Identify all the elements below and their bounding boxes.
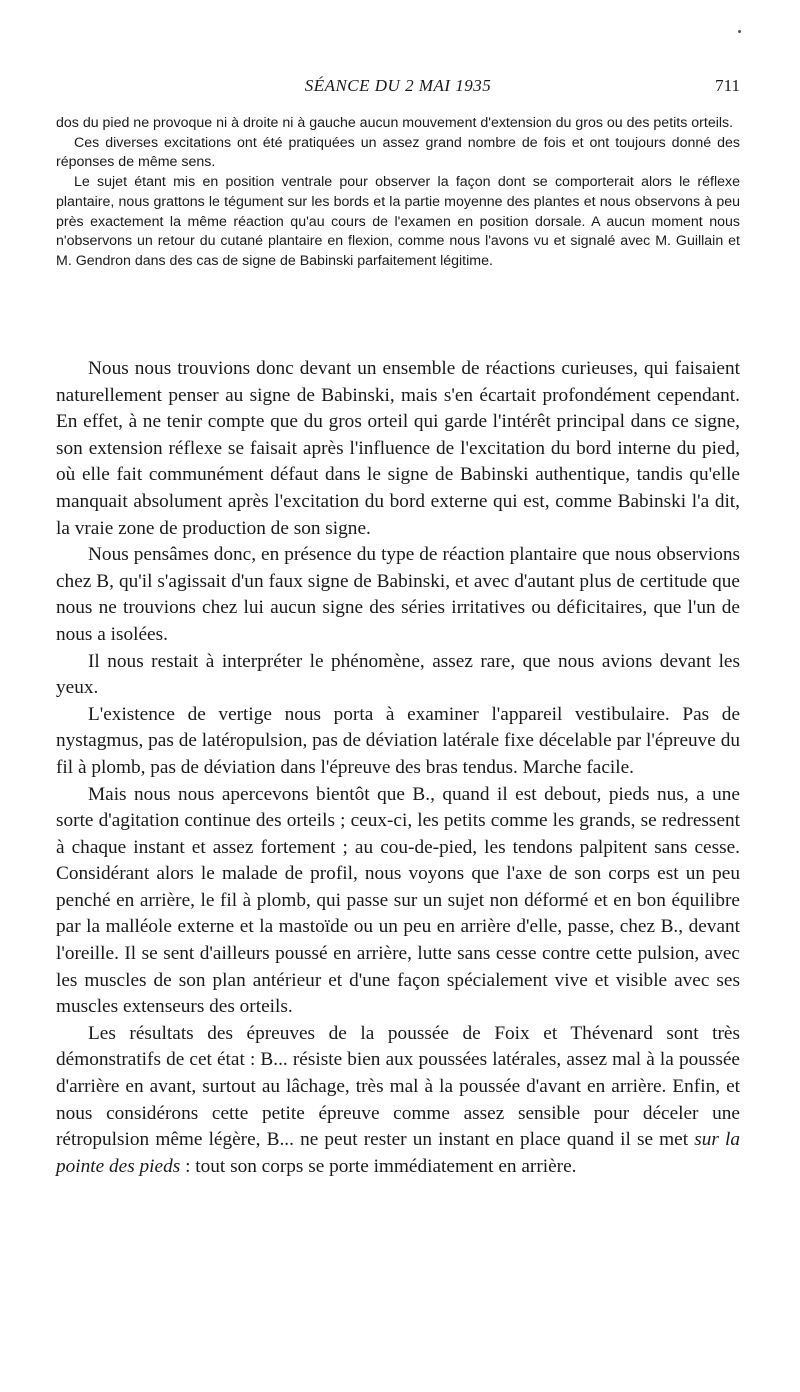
small-paragraph-3: Le sujet étant mis en position ventrale pour observer la façon dont se comporterait alors le réflexe plantaire, nous grattons le tégument sur les bords et la partie moyenne des plantes et nous observons à peu près exactement la même réaction qu'au cours de l'examen en position dorsale. A aucun moment nous n'observons un retour du cutané plantaire en flexion, comme nous l'avons vu et signalé avec M. Guillain et M. Gendron dans des cas de signe de Babinski parfaitement légitime. [56, 174, 740, 269]
body-paragraph-6 [56, 1021, 740, 1181]
paragraph-6-text: Les résultats des épreuves de la poussée de Foix et Thévenard sont très démonstratifs de cet état : B... résiste bien aux poussées latérales, assez mal à la poussée d'arrière en avant, surtout au lâchage, très mal à la poussée d'avant en arrière. Enfin, et nous considérons cette petite épreuve comme assez sensible pour déceler une rétropulsion même légère, B... ne peut rester un instant en place quand il se met [56, 1022, 740, 1151]
paragraph-6-ending: : tout son corps se porte immédiatement en arrière. [180, 1155, 577, 1177]
running-header [56, 76, 740, 102]
page-speck [738, 30, 741, 33]
small-paragraph-1: dos du pied ne provoque ni à droite ni à gauche aucun mouvement d'extension du gros ou des petits orteils. [56, 115, 734, 131]
page-number: 711 [715, 76, 740, 95]
body-paragraph-5: Mais nous nous apercevons bientôt que B., quand il est debout, pieds nus, a une sorte d'agitation continue des orteils ; ceux-ci, les petits comme les grands, se redressent à chaque instant et assez fortement ; au cou-de-pied, les tendons palpitent sans cesse. Considérant alors le malade de profil, nous voyons que l'axe de son corps est un peu penché en arrière, le fil à plomb, qui passe sur un sujet non déformé et en bon équilibre par la malléole externe et la mastoïde ou un peu en arrière d'elle, passe, chez B., devant l'oreille. Il se sent d'ailleurs poussé en arrière, lutte sans cesse contre cette pulsion, avec les muscles de son plan antérieur et d'une façon spécialement vive et visible avec ses muscles extenseurs des orteils. [56, 783, 740, 1018]
small-print-section [56, 114, 740, 272]
body-paragraph-1: Nous nous trouvions donc devant un ensemble de réactions curieuses, qui faisaient naturellement penser au signe de Babinski, mais s'en écartait profondément cependant. En effet, à ne tenir compte que du gros orteil qui garde l'intérêt principal dans ce signe, son extension réflexe se faisait après l'influence de l'excitation du bord interne du pied, où elle fait communément défaut dans le signe de Babinski authentique, tandis qu'elle manquait absolument après l'excitation du bord externe qui est, comme Babinski l'a dit, la vraie zone de production de son signe. [56, 358, 740, 539]
body-paragraph-4: L'existence de vertige nous porta à examiner l'appareil vestibulaire. Pas de nystagmus, pas de latéropulsion, pas de déviation latérale fixe décelable par l'épreuve du fil à plomb, pas de déviation dans l'épreuve des bras tendus. Marche facile. [56, 703, 740, 778]
paragraph-6-italic: sur la pointe des pieds [56, 1129, 740, 1177]
running-title: SÉANCE DU 2 MAI 1935 [304, 76, 492, 95]
body-paragraph-2: Nous pensâmes donc, en présence du type de réaction plantaire que nous observions chez B, qu'il s'agissait d'un faux signe de Babinski, et avec d'autant plus de certitude que nous ne trouvions chez lui aucun signe des séries irritatives ou déficitaires, que l'un de nous a isolées. [56, 544, 740, 645]
main-text [56, 356, 740, 1180]
body-paragraph-3: Il nous restait à interpréter le phénomène, assez rare, que nous avions devant les yeux. [56, 650, 740, 699]
small-paragraph-2: Ces diverses excitations ont été pratiquées un assez grand nombre de fois et ont toujours donné des réponses de même sens. [56, 134, 740, 171]
